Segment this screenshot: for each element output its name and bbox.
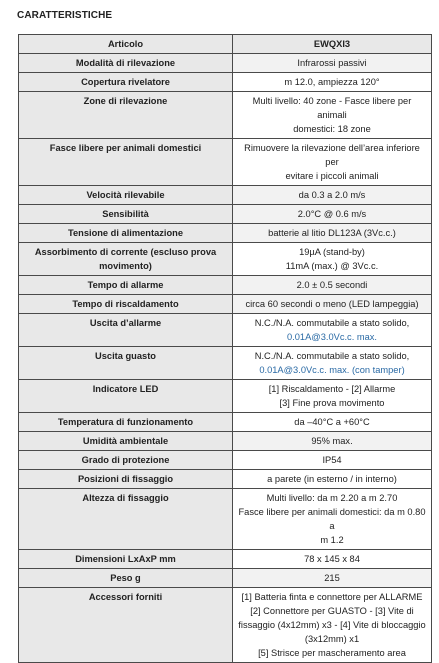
spec-value-cell [233, 139, 432, 186]
table-row [19, 314, 432, 347]
spec-value-cell [233, 451, 432, 470]
spec-value-line: domestici: 18 zone [293, 124, 371, 134]
spec-label-cell: Tempo di riscaldamento [19, 295, 233, 314]
table-row [19, 451, 432, 470]
spec-value-cell [233, 489, 432, 550]
spec-value-line: 2.0°C @ 0.6 m/s [297, 209, 367, 219]
spec-label-cell: Dimensioni LxAxP mm [19, 550, 233, 569]
table-row [19, 413, 432, 432]
table-row [19, 224, 432, 243]
spec-label-cell: Assorbimento di corrente (escluso prova movimento) [19, 243, 233, 276]
spec-value-line: a parete (in esterno / in interno) [267, 474, 397, 484]
spec-value-line: da 0.3 a 2.0 m/s [298, 190, 366, 200]
table-row [19, 186, 432, 205]
spec-value-cell [233, 347, 432, 380]
spec-value-cell [233, 432, 432, 451]
spec-value-cell [233, 54, 432, 73]
table-row [19, 569, 432, 588]
spec-value-line: [5] Strisce per mascheramento area [258, 648, 406, 658]
table-row [19, 205, 432, 224]
spec-value-line: [3] Fine prova movimento [279, 398, 385, 408]
spec-label-cell: Altezza di fissaggio [19, 489, 233, 550]
spec-value-line: Rimuovere la rilevazione dell’area inferiore per [244, 143, 420, 167]
spec-value-line: 95% max. [311, 436, 353, 446]
spec-value-line: 19µA (stand-by) [299, 247, 365, 257]
spec-label-cell: Umidità ambientale [19, 432, 233, 451]
spec-value-line: Multi livello: 40 zone - Fasce libere per animali [252, 96, 412, 120]
spec-value-line: 215 [324, 573, 340, 583]
spec-value-cell [233, 413, 432, 432]
spec-value-cell [233, 295, 432, 314]
spec-label-cell: Modalità di rilevazione [19, 54, 233, 73]
spec-value-line: (3x12mm) x1 [304, 634, 360, 644]
spec-label-cell: Velocità rilevabile [19, 186, 233, 205]
spec-value-line: 2.0 ± 0.5 secondi [296, 280, 368, 290]
spec-label-cell: Uscita guasto [19, 347, 233, 380]
spec-value-cell [233, 569, 432, 588]
spec-value-cell [233, 224, 432, 243]
spec-label-cell: Copertura rivelatore [19, 73, 233, 92]
spec-value-cell [233, 550, 432, 569]
spec-label-cell: Tempo di allarme [19, 276, 233, 295]
spec-value-line: 0.01A@3.0Vc.c. max. [286, 332, 378, 342]
spec-value-line: da –40°C a +60°C [294, 417, 370, 427]
table-header-row [19, 35, 432, 54]
spec-label-cell: Sensibilità [19, 205, 233, 224]
spec-value-line: Multi livello: da m 2.20 a m 2.70 [266, 493, 398, 503]
table-row [19, 432, 432, 451]
spec-value-cell [233, 470, 432, 489]
spec-value-cell [233, 73, 432, 92]
spec-value-cell [233, 205, 432, 224]
table-row [19, 54, 432, 73]
spec-value-line: batterie al litio DL123A (3Vc.c.) [268, 228, 396, 238]
spec-label-cell: Peso g [19, 569, 233, 588]
spec-value-line: circa 60 secondi o meno (LED lampeggia) [245, 299, 419, 309]
table-row [19, 243, 432, 276]
spec-value-cell [233, 314, 432, 347]
spec-value-line: [2] Connettore per GUASTO - [3] Vite di [250, 606, 414, 616]
table-row [19, 550, 432, 569]
spec-value-line: 78 x 145 x 84 [304, 554, 360, 564]
header-value-cell: EWQXI3 [233, 35, 432, 54]
spec-label-cell: Accessori forniti [19, 588, 233, 663]
spec-value-line: m 1.2 [320, 535, 344, 545]
spec-label-cell: Grado di protezione [19, 451, 233, 470]
spec-value-cell [233, 186, 432, 205]
specifications-table [18, 34, 432, 663]
spec-value-line: [1] Riscaldamento - [2] Allarme [268, 384, 396, 394]
table-row [19, 92, 432, 139]
spec-label-cell: Indicatore LED [19, 380, 233, 413]
spec-label-cell: Uscita d’allarme [19, 314, 233, 347]
spec-value-line: 11mA (max.) @ 3Vc.c. [285, 261, 379, 271]
specifications-table-body [19, 35, 432, 663]
spec-label-cell: Tensione di alimentazione [19, 224, 233, 243]
spec-value-line: 0.01A@3.0Vc.c. max. (con tamper) [259, 365, 405, 375]
spec-value-cell [233, 588, 432, 663]
spec-value-line: m 12.0, ampiezza 120° [284, 77, 380, 87]
spec-label-cell: Temperatura di funzionamento [19, 413, 233, 432]
spec-value-cell [233, 243, 432, 276]
spec-value-line: Infrarossi passivi [297, 58, 367, 68]
spec-value-cell [233, 380, 432, 413]
spec-label-cell: Zone di rilevazione [19, 92, 233, 139]
spec-value-cell [233, 276, 432, 295]
spec-value-line: IP54 [322, 455, 342, 465]
spec-value-line: evitare i piccoli animali [285, 171, 379, 181]
spec-value-cell [233, 92, 432, 139]
spec-value-line: [1] Batteria finta e connettore per ALLARME [241, 592, 423, 602]
spec-value-line: N.C./N.A. commutabile a stato solido, [254, 351, 410, 361]
table-row [19, 139, 432, 186]
table-row [19, 380, 432, 413]
table-row [19, 489, 432, 550]
spec-value-line: fissaggio (4x12mm) x3 - [4] Vite di bloccaggio [238, 620, 426, 630]
table-row [19, 470, 432, 489]
table-row [19, 588, 432, 663]
table-row [19, 295, 432, 314]
table-row [19, 73, 432, 92]
spec-label-cell: Fasce libere per animali domestici [19, 139, 233, 186]
spec-value-line: Fasce libere per animali domestici: da m 0.80 a [238, 507, 426, 531]
section-title: CARATTERISTICHE [17, 10, 113, 21]
spec-label-cell: Posizioni di fissaggio [19, 470, 233, 489]
table-row [19, 347, 432, 380]
spec-value-line: N.C./N.A. commutabile a stato solido, [254, 318, 410, 328]
table-row [19, 276, 432, 295]
header-label-cell: Articolo [19, 35, 233, 54]
